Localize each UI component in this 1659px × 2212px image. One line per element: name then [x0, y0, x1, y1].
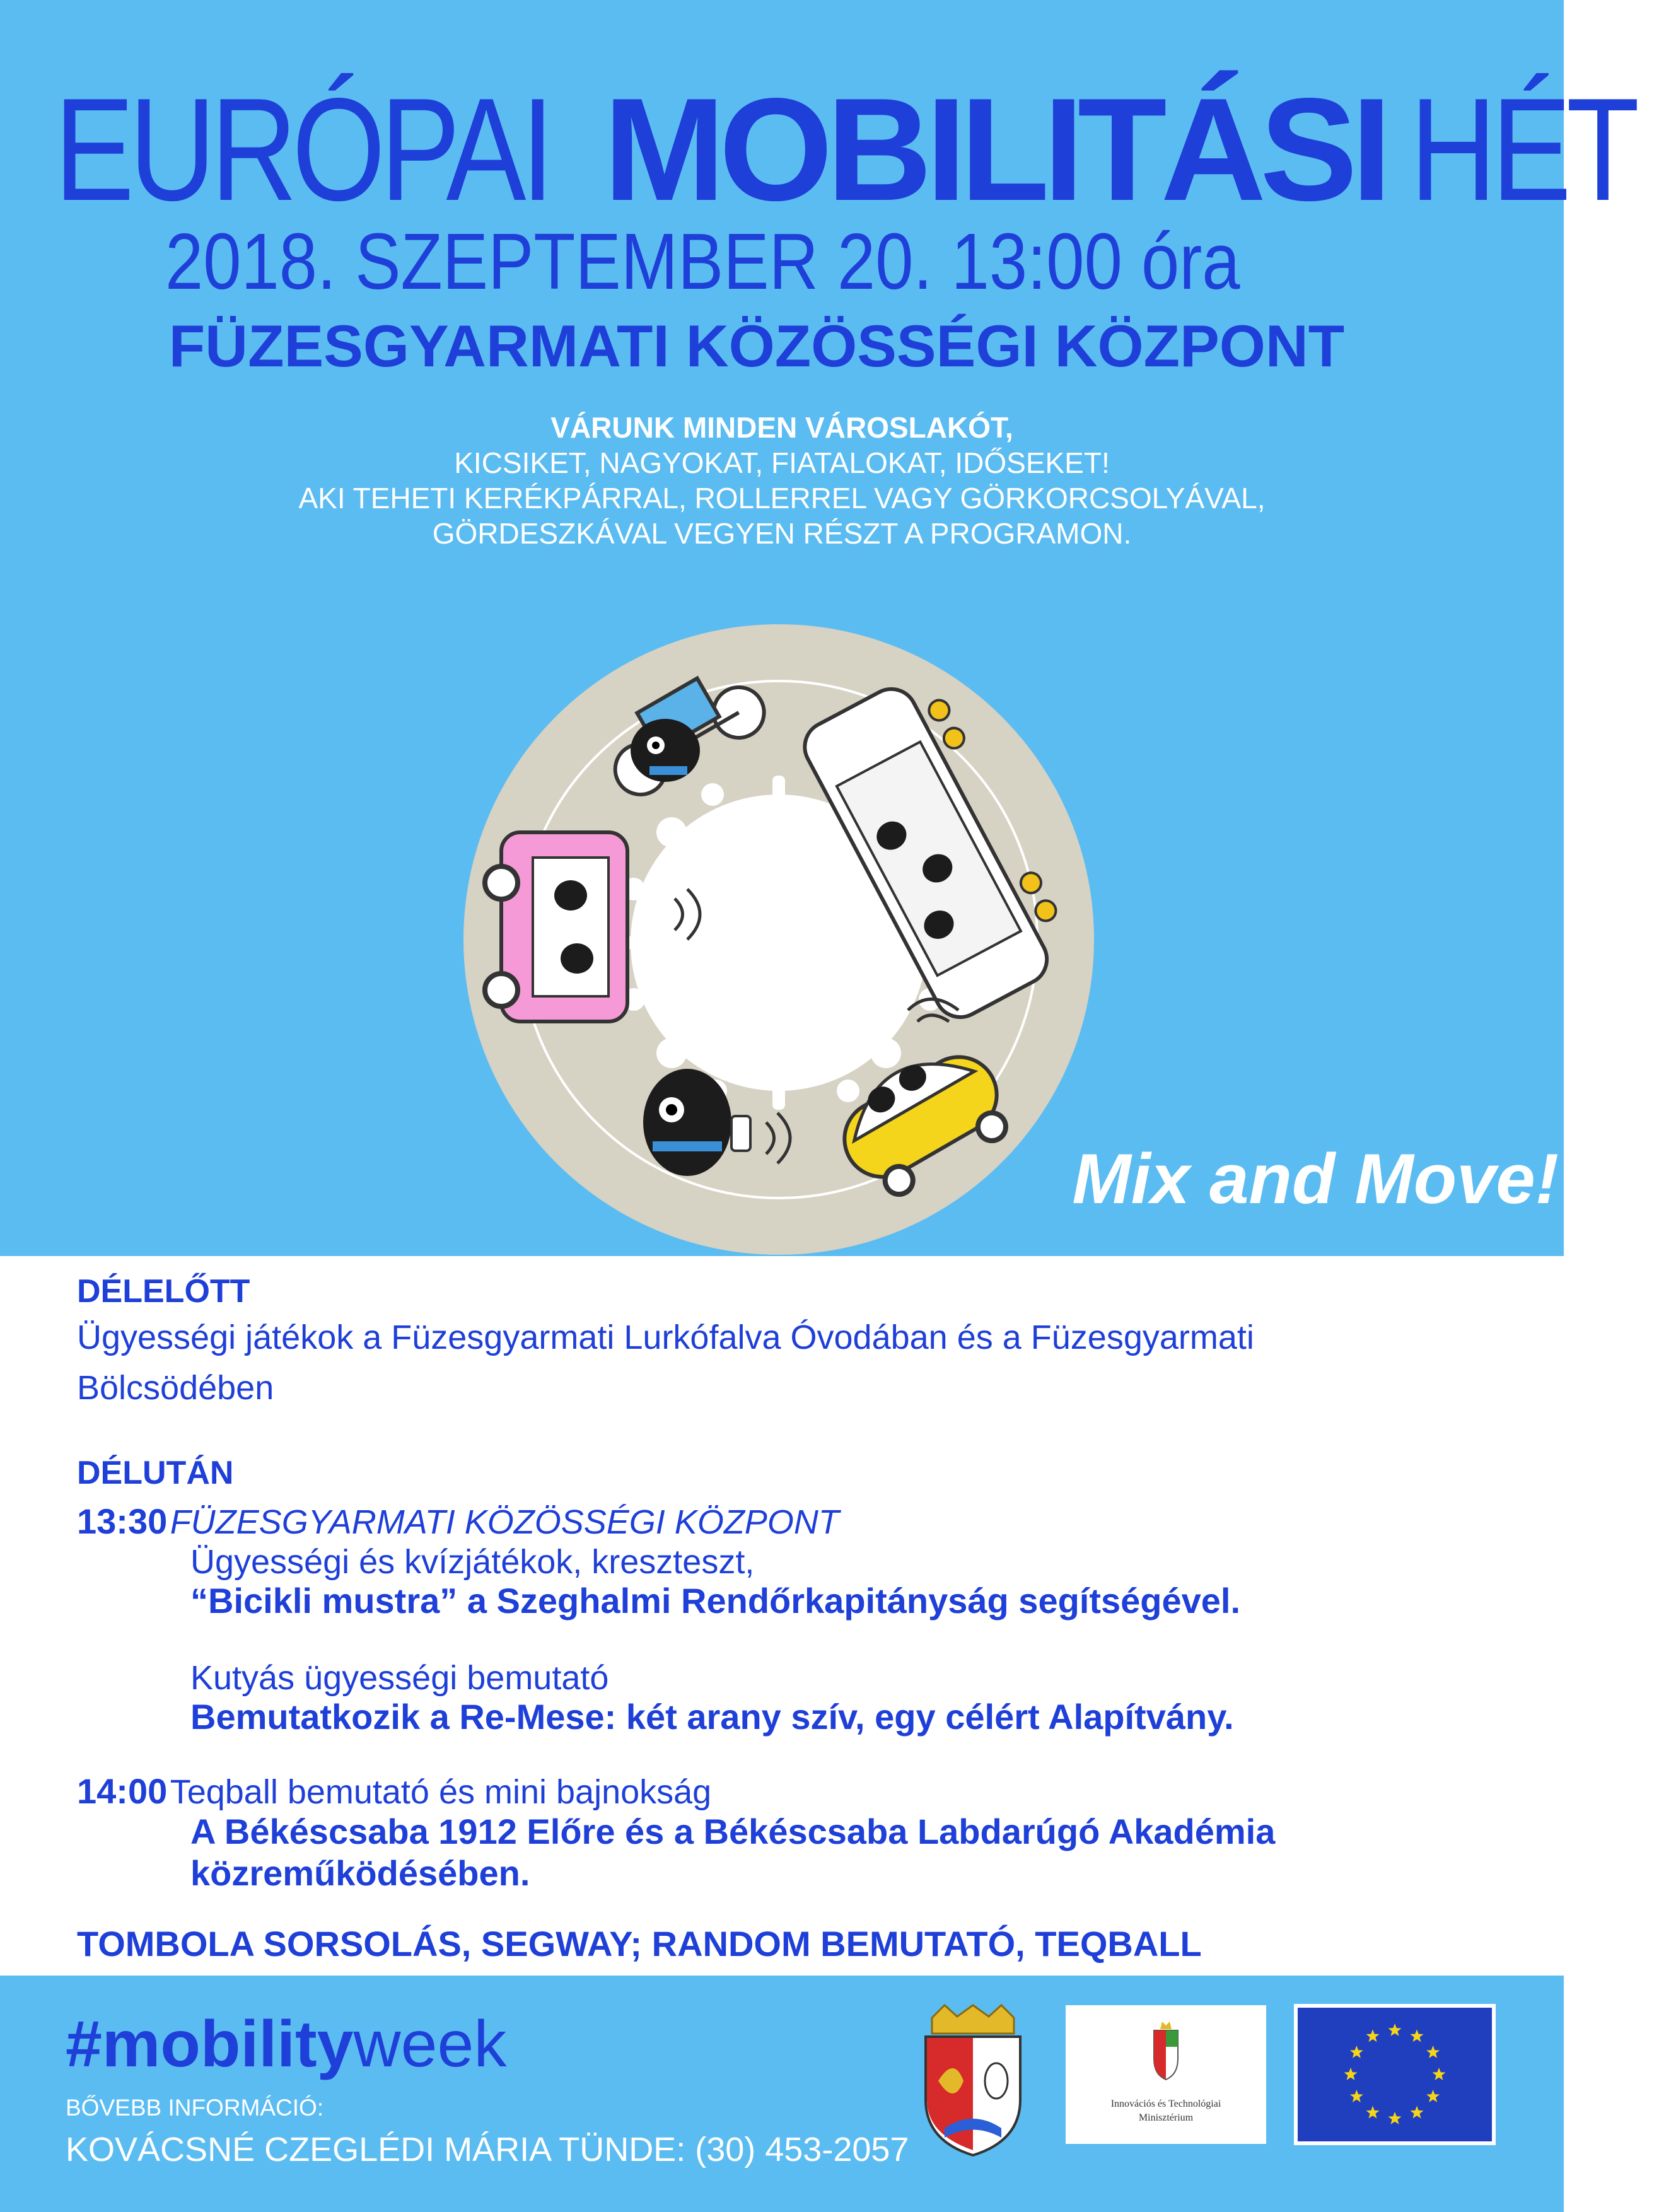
- eu-star: [1411, 2029, 1424, 2042]
- slot-2-time: 14:00: [77, 1771, 168, 1811]
- slot-2-title: Teqball bemutató és mini bajnokság: [170, 1773, 712, 1811]
- event-date: 2018. SZEPTEMBER 20. 13:00 óra: [165, 217, 1240, 306]
- title-part-1: EURÓPAI: [54, 68, 549, 231]
- info-label: BŐVEBB INFORMÁCIÓ:: [66, 2095, 324, 2121]
- morning-line-2: Bölcsödében: [77, 1369, 274, 1407]
- eu-star: [1388, 2023, 1402, 2036]
- raffle-line: TOMBOLA SORSOLÁS, SEGWAY; RANDOM BEMUTATÓ, TEQBALL: [77, 1924, 1202, 1964]
- eu-star: [1366, 2106, 1380, 2119]
- mobility-circle-svg: [463, 624, 1094, 1255]
- hungarian-shield-icon: [1066, 2005, 1266, 2100]
- eu-star: [1411, 2106, 1424, 2119]
- slogan: Mix and Move!: [1072, 1139, 1559, 1218]
- hashtag: [66, 2007, 506, 2082]
- slot-2-header: [77, 1771, 711, 1812]
- contact-info: KOVÁCSNÉ CZEGLÉDI MÁRIA TÜNDE: (30) 453-2057: [66, 2131, 909, 2168]
- invitation-text: [0, 410, 1564, 551]
- eu-stars-icon: [1294, 2004, 1496, 2145]
- invite-line-4: GÖRDESZKÁVAL VEGYEN RÉSZT A PROGRAMON.: [432, 517, 1132, 550]
- morning-heading: DÉLELŐTT: [77, 1273, 250, 1310]
- title-part-3: HÉT: [1410, 68, 1635, 231]
- slot-2-line-1: A Békéscsaba 1912 Előre és a Békéscsaba Labdarúgó Akadémia: [190, 1812, 1276, 1851]
- coat-of-arms-icon: [919, 2005, 1027, 2157]
- slot-1-header: [77, 1501, 839, 1542]
- event-venue: FÜZESGYARMATI KÖZÖSSÉGI KÖZPONT: [168, 313, 1345, 379]
- eu-star: [1433, 2068, 1446, 2080]
- invite-line-3: AKI TEHETI KERÉKPÁRRAL, ROLLERREL VAGY GÖRKORCSOLYÁVAL,: [298, 482, 1266, 515]
- eu-star: [1426, 2046, 1440, 2058]
- eu-star: [1344, 2068, 1358, 2080]
- invite-line-1: VÁRUNK MINDEN VÁROSLAKÓT,: [550, 411, 1013, 444]
- ministry-name-line-1: Innovációs és Technológiai: [1110, 2098, 1221, 2109]
- ministry-logo: [1066, 2005, 1266, 2144]
- slot-1-line-4: Bemutatkozik a Re-Mese: két arany szív, egy célért Alapítvány.: [190, 1697, 1234, 1737]
- eu-star: [1366, 2029, 1380, 2042]
- eu-star: [1426, 2090, 1440, 2102]
- invite-line-2: KICSIKET, NAGYOKAT, FIATALOKAT, IDŐSEKET!: [454, 446, 1110, 479]
- rider-character-icon: [631, 719, 700, 782]
- slot-2-line-2: közreműködésében.: [190, 1853, 530, 1893]
- morning-line-1: Ügyességi játékok a Füzesgyarmati Lurkófalva Óvodában és a Füzesgyarmati: [77, 1318, 1254, 1356]
- title-part-2: MOBILITÁSI: [603, 68, 1386, 231]
- afternoon-heading: DÉLUTÁN: [77, 1455, 234, 1491]
- slot-1-time: 13:30: [77, 1501, 168, 1541]
- slot-1-line-3: Kutyás ügyességi bemutató: [190, 1659, 609, 1697]
- ministry-name-line-2: Minisztérium: [1138, 2112, 1194, 2123]
- eu-star: [1388, 2112, 1402, 2124]
- mobility-illustration: [463, 624, 1094, 1255]
- slot-1-line-2: “Bicikli mustra” a Szeghalmi Rendőrkapitányság segítségével.: [190, 1581, 1241, 1621]
- town-coat-of-arms-logo: [919, 2005, 1027, 2157]
- slot-1-place: FÜZESGYARMATI KÖZÖSSÉGI KÖZPONT: [170, 1503, 839, 1541]
- eu-flag-logo: [1294, 2004, 1496, 2145]
- slot-1-line-1: Ügyességi és kvízjátékok, kreszteszt,: [190, 1543, 755, 1581]
- eu-star: [1350, 2090, 1363, 2102]
- event-title: [0, 68, 1635, 231]
- eu-star: [1350, 2046, 1363, 2058]
- hashtag-bold: #mobility: [66, 2008, 354, 2081]
- hashtag-rest: week: [353, 2008, 507, 2081]
- pink-car-icon: [485, 832, 627, 1022]
